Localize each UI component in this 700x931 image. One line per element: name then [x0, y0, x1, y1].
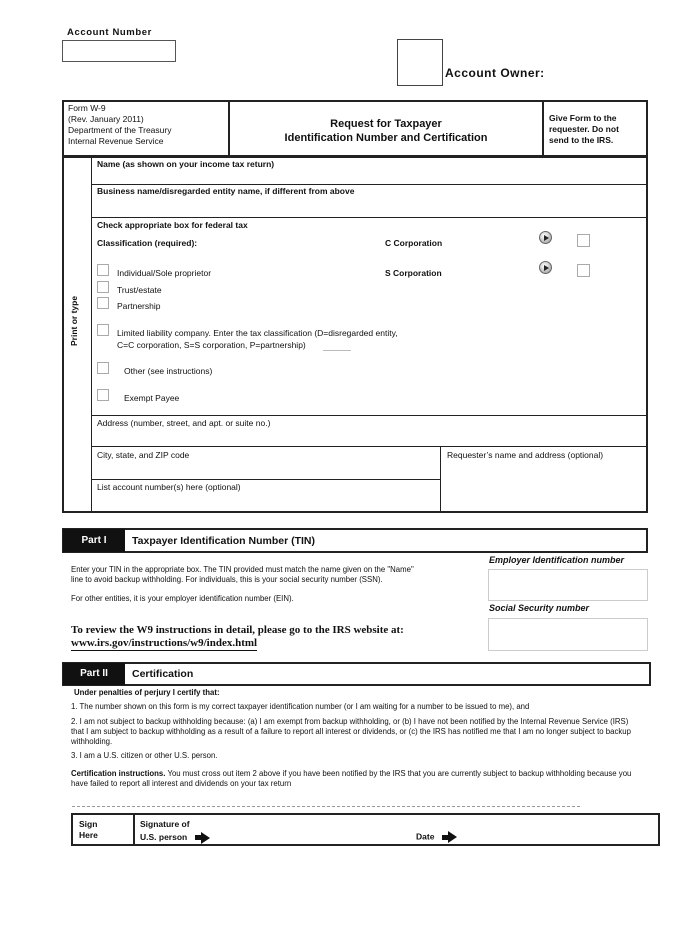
part2-title: Certification: [132, 668, 194, 680]
ein-input[interactable]: [488, 569, 648, 601]
review-line1: To review the W9 instructions in detail, please go to the IRS website at:: [71, 624, 404, 636]
s-corporation-checkbox[interactable]: [577, 264, 590, 277]
cert-item2-line1: 2. I am not subject to backup withholding because: (a) I am exempt from backup withholding, or (b) I have not been notified by the Internal Revenue Service (IRS): [71, 717, 629, 726]
signature-input[interactable]: [220, 815, 410, 844]
cert-instructions: [71, 769, 656, 789]
account-owner-box[interactable]: [397, 39, 443, 86]
tin-instr-line1: Enter your TIN in the appropriate box. The TIN provided must match the name given on the "Name": [71, 565, 414, 574]
tin-instr-line3: For other entities, it is your employer identification number (EIN).: [71, 594, 294, 603]
business-name-label: Business name/disregarded entity name, if different from above: [97, 186, 355, 196]
llc-label-line1: Limited liability company. Enter the tax classification (D=disregarded entity,: [117, 328, 398, 338]
give-form-line1: Give Form to the: [549, 113, 617, 123]
print-or-type-label: Print or type: [69, 295, 79, 346]
partnership-checkbox[interactable]: [97, 297, 109, 309]
other-label: Other (see instructions): [124, 366, 213, 376]
city-state-zip-input[interactable]: [92, 462, 439, 478]
llc-classification-input[interactable]: [323, 350, 351, 351]
us-person-label: U.S. person: [140, 832, 188, 842]
c-corporation-arrow-icon: [539, 231, 552, 244]
cert-item2-line2: that I am subject to backup withholding as a result of a failure to report all interest or dividends, or (c) the IRS has notified me that I am no longer subject to backup: [71, 727, 631, 736]
address-input[interactable]: [92, 430, 646, 445]
ssn-label: Social Security number: [489, 603, 590, 613]
requester-label: Requester’s name and address (optional): [447, 450, 604, 460]
form-department: Department of the Treasury: [68, 125, 172, 135]
form-agency: Internal Revenue Service: [68, 136, 164, 146]
form-title-line2: Identification Number and Certification: [284, 132, 488, 144]
sign-here-label: [79, 819, 98, 841]
partnership-label: Partnership: [117, 301, 161, 311]
sign-label: Sign: [79, 819, 98, 829]
cert-item2-line3: withholding.: [71, 737, 113, 746]
s-corporation-arrow-icon: [539, 261, 552, 274]
exempt-payee-checkbox[interactable]: [97, 389, 109, 401]
trust-label: Trust/estate: [117, 285, 162, 295]
requester-input[interactable]: [441, 462, 646, 512]
c-corporation-checkbox[interactable]: [577, 234, 590, 247]
business-name-input[interactable]: [92, 198, 646, 216]
give-form-note: [549, 113, 619, 146]
classification-label: Classification (required):: [97, 238, 198, 248]
cert-item1: 1. The number shown on this form is my correct taxpayer identification number (or I am waiting for a number to be issued to me), and: [71, 702, 530, 711]
give-form-line3: send to the IRS.: [549, 135, 614, 145]
date-input[interactable]: [460, 815, 656, 844]
city-state-zip-label: City, state, and ZIP code: [97, 450, 190, 460]
form-id-block: [68, 103, 171, 147]
cert-instr-line2: have failed to report all interest and dividends on your tax return: [71, 779, 292, 788]
signature-of-label: Signature of: [140, 819, 190, 829]
address-label: Address (number, street, and apt. or suite no.): [97, 418, 271, 428]
account-numbers-label: List account number(s) here (optional): [97, 482, 241, 492]
trust-checkbox[interactable]: [97, 281, 109, 293]
c-corporation-label: C Corporation: [385, 238, 443, 248]
form-revision: (Rev. January 2011): [68, 114, 144, 124]
cert-instr-heading: Certification instructions.: [71, 769, 166, 778]
form-title-line1: Request for Taxpayer: [330, 118, 442, 130]
part1-tag: Part I: [63, 529, 125, 552]
cert-item3: 3. I am a U.S. citizen or other U.S. person.: [71, 751, 218, 760]
date-label: Date: [416, 831, 435, 842]
cert-instr-line1: You must cross out item 2 above if you have been notified by the IRS that you are currently subject to backup withholding because you: [165, 769, 632, 778]
form-number: Form W-9: [68, 103, 106, 113]
ein-label: Employer Identification number: [489, 555, 625, 565]
form-title: [230, 117, 542, 145]
individual-label: Individual/Sole proprietor: [117, 268, 212, 278]
tin-instr-line2: line to avoid backup withholding. For individuals, this is your social security number (SSN).: [71, 575, 383, 584]
review-instructions: [71, 624, 404, 651]
individual-checkbox[interactable]: [97, 264, 109, 276]
cert-item2: [71, 717, 656, 747]
date-arrow-icon: [448, 831, 457, 843]
federal-tax-check-label: Check appropriate box for federal tax: [97, 220, 248, 230]
ssn-input[interactable]: [488, 618, 648, 651]
account-number-field[interactable]: [62, 40, 176, 62]
signature-arrow-icon: [201, 832, 210, 844]
llc-label-line2: C=C corporation, S=S corporation, P=partnership): [117, 340, 306, 350]
account-number-label: Account Number: [67, 27, 152, 38]
give-form-line2: requester. Do not: [549, 124, 619, 134]
account-numbers-input[interactable]: [92, 494, 439, 512]
tin-instructions: [71, 565, 414, 585]
part1-title: Taxpayer Identification Number (TIN): [132, 535, 315, 547]
llc-checkbox[interactable]: [97, 324, 109, 336]
exempt-payee-label: Exempt Payee: [124, 393, 180, 403]
name-label: Name (as shown on your income tax return): [97, 159, 275, 169]
account-owner-label: Account Owner:: [445, 66, 545, 80]
other-checkbox[interactable]: [97, 362, 109, 374]
here-label: Here: [79, 830, 98, 840]
signature-label: [140, 818, 210, 844]
part2-tag: Part II: [63, 663, 125, 685]
perjury-statement: Under penalties of perjury I certify that:: [74, 688, 220, 697]
name-input[interactable]: [92, 170, 646, 183]
irs-website-link[interactable]: www.irs.gov/instructions/w9/index.html: [71, 637, 258, 649]
date-label-group: [416, 831, 457, 843]
s-corporation-label: S Corporation: [385, 268, 442, 278]
